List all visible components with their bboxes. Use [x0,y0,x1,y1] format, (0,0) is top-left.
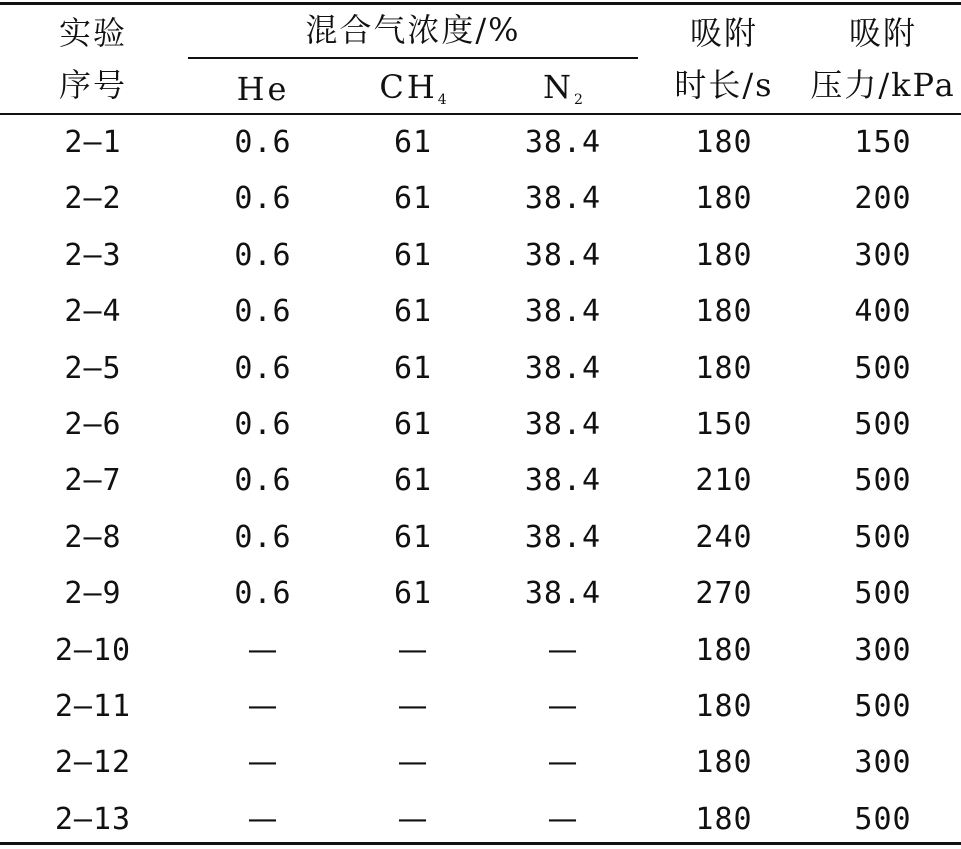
cell-he: 0.6 [234,519,292,555]
cell-n2: 38.4 [524,407,602,442]
cell-he: 0.6 [234,125,292,160]
cell-pressure: 500 [854,407,912,442]
cell-n2: — [547,689,579,724]
cell-pressure: 200 [854,181,912,217]
cell-n2: 38.4 [524,294,602,330]
header-bottom-rule [0,113,961,115]
cell-id: 2—9 [64,576,122,612]
cell-id: 2—11 [54,689,132,724]
cell-he: 0.6 [234,576,292,612]
cell-ch4: — [397,632,429,668]
cell-ch4: 61 [393,181,433,217]
cell-pressure: 500 [854,576,912,612]
cell-id: 2—2 [64,181,122,217]
cell-time: 180 [695,237,753,273]
cell-pressure: 500 [854,519,912,555]
cell-id: 2—12 [54,745,132,781]
cell-pressure: 400 [854,294,912,330]
cell-he: 0.6 [234,294,292,330]
header-he: He [236,70,290,108]
cell-id: 2—10 [54,632,132,668]
header-pressure-line1: 吸附 [848,14,918,52]
cell-time: 180 [695,125,753,160]
cell-n2: — [547,745,579,781]
header-ch4 [379,68,447,108]
cell-pressure: 500 [854,801,912,837]
cell-time: 270 [695,576,753,612]
cell-ch4: 61 [393,463,433,499]
cell-he: 0.6 [234,350,292,386]
cell-he: — [247,632,279,668]
cell-he: 0.6 [234,237,292,273]
cell-he: 0.6 [234,181,292,217]
cell-ch4: 61 [393,350,433,386]
cell-he: 0.6 [234,407,292,442]
cell-id: 2—6 [64,407,122,442]
header-time-line1: 吸附 [689,14,759,52]
cell-n2: 38.4 [524,350,602,386]
cell-time: 180 [695,294,753,330]
gas-group-rule [188,57,638,59]
cell-ch4: — [397,745,429,781]
cell-ch4: — [397,801,429,837]
cell-time: 180 [695,745,753,781]
cell-ch4: 61 [393,519,433,555]
header-time-line2: 时长/s [674,66,774,104]
table-top-rule [0,2,961,5]
cell-time: 150 [695,407,753,442]
header-ch4-base: CH [379,68,438,106]
cell-pressure: 150 [854,125,912,160]
header-n2-sub: 2 [574,92,583,108]
cell-pressure: 500 [854,463,912,499]
header-pressure-line2: 压力/kPa [810,66,956,104]
cell-pressure: 300 [854,237,912,273]
header-ch4-sub: 4 [437,92,447,108]
cell-n2: — [547,801,579,837]
cell-ch4: 61 [393,294,433,330]
cell-id: 2—8 [64,519,122,555]
cell-n2: 38.4 [524,237,602,273]
cell-time: 180 [695,181,753,217]
cell-ch4: 61 [393,576,433,612]
cell-id: 2—4 [64,294,122,330]
cell-pressure: 500 [854,350,912,386]
cell-n2: 38.4 [524,519,602,555]
cell-n2: 38.4 [524,181,602,217]
cell-ch4: 61 [393,407,433,442]
header-seq-line1: 实验 [58,14,128,52]
cell-id: 2—5 [64,350,122,386]
cell-pressure: 300 [854,632,912,668]
cell-ch4: 61 [393,237,433,273]
cell-id: 2—13 [54,801,132,837]
cell-n2: 38.4 [524,125,602,160]
cell-time: 180 [695,350,753,386]
cell-n2: 38.4 [524,463,602,499]
cell-id: 2—3 [64,237,122,273]
cell-time: 180 [695,632,753,668]
cell-id: 2—1 [64,125,122,160]
cell-pressure: 300 [854,745,912,781]
header-seq-line2: 序号 [58,66,128,104]
cell-time: 210 [695,463,753,499]
cell-ch4: 61 [393,125,433,160]
cell-time: 240 [695,519,753,555]
cell-he: — [247,689,279,724]
header-n2-base: N [543,68,575,106]
cell-time: 180 [695,801,753,837]
cell-he: 0.6 [234,463,292,499]
header-mix-group: 混合气浓度/% [305,11,521,49]
cell-pressure: 500 [854,689,912,724]
header-n2 [543,68,583,108]
cell-he: — [247,801,279,837]
cell-n2: 38.4 [524,576,602,612]
cell-time: 180 [695,689,753,724]
cell-ch4: — [397,689,429,724]
table-bottom-rule [0,842,961,845]
cell-id: 2—7 [64,463,122,499]
cell-n2: — [547,632,579,668]
cell-he: — [247,745,279,781]
